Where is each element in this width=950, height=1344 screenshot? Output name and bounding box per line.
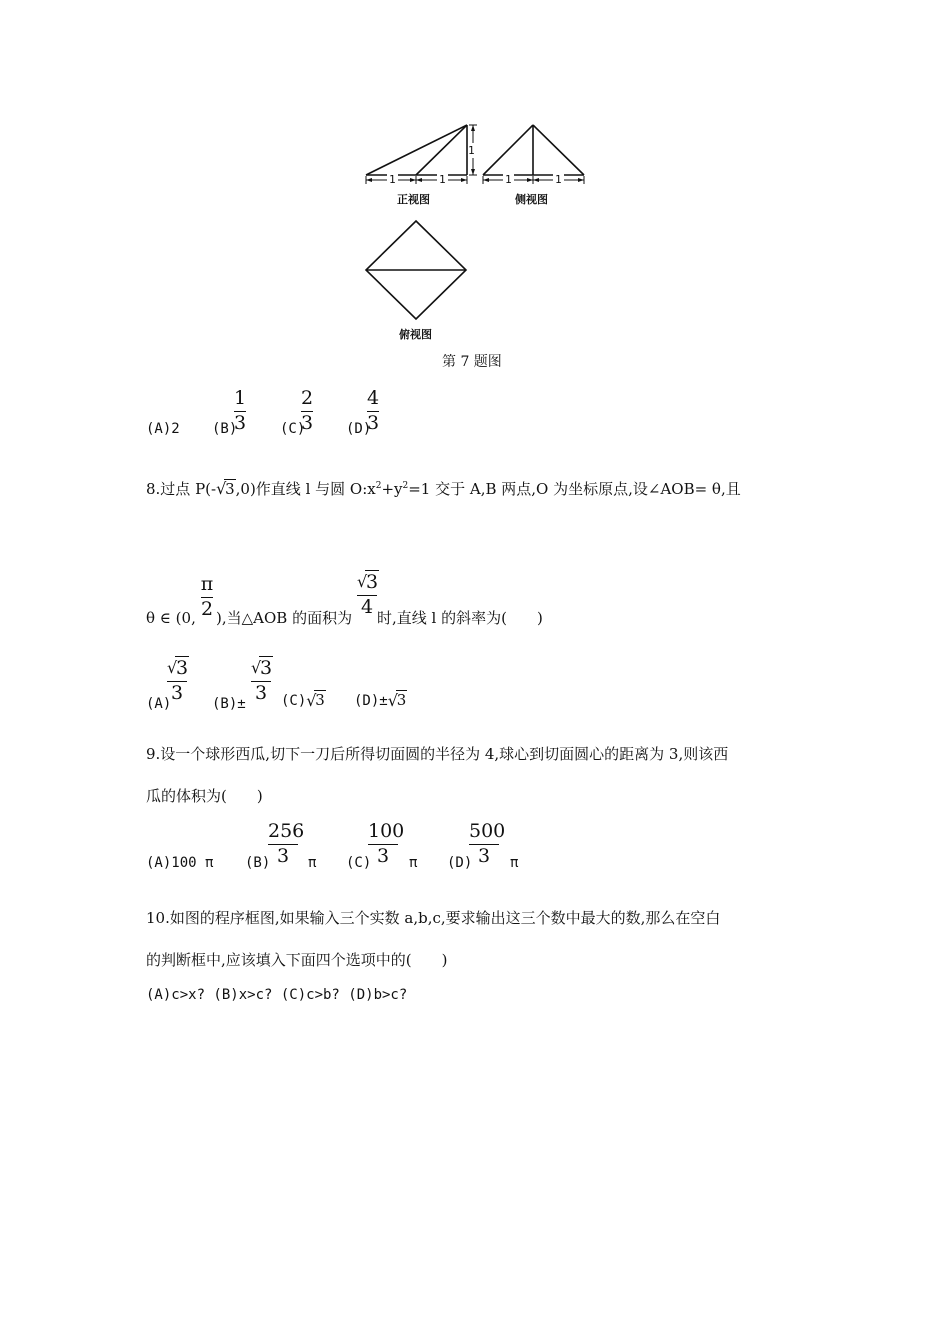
q9-option-d-label: (D) — [447, 855, 473, 871]
dim-label-side-left: 1 — [505, 173, 512, 186]
dim-label-height: 1 — [468, 144, 475, 157]
q10-options: (A)c>x? (B)x>c? (C)c>b? (D)b>c? — [146, 987, 408, 1003]
q7-option-c-fraction: 2 3 — [300, 387, 314, 434]
dim-label-side-right: 1 — [555, 173, 562, 186]
q8-stem-line2-start: θ ∈ (0, — [146, 609, 196, 627]
q9-option-b-pi: π — [308, 855, 317, 871]
q8-option-a-fraction: √ 3 3 — [167, 657, 189, 704]
q7-option-d-label: (D) — [346, 421, 372, 437]
q7-option-b-label: (B) — [212, 421, 238, 437]
q9-option-d-fraction: 500 3 — [469, 820, 506, 867]
q8-option-b-fraction: √ 3 3 — [251, 657, 273, 704]
three-view-figure — [355, 118, 595, 348]
q10-stem-line1: 10.如图的程序框图,如果输入三个实数 a,b,c,要求输出这三个数中最大的数,那么在空白 — [146, 909, 721, 927]
q7-option-b-fraction: 1 3 — [233, 387, 247, 434]
q9-option-d-pi: π — [510, 855, 519, 871]
q8-option-a-label: (A) — [146, 696, 172, 712]
q8-area-fraction: √ 3 4 — [357, 571, 379, 618]
q9-option-a: (A)100 π — [146, 855, 214, 871]
q8-pi-over-2-fraction: π 2 — [200, 573, 214, 620]
q7-option-a: (A)2 — [146, 421, 180, 437]
dim-label-front-right: 1 — [439, 173, 446, 186]
q8-option-c: (C) √ 3 — [281, 691, 325, 710]
dim-label-front-left: 1 — [389, 173, 396, 186]
q8-stem-line1: 8.过点 P(- √ 3,0)作直线 l 与圆 $O:x^2+y^2=1$ 交于 A,B 两点,O 为坐标原点,设∠AOB= θ,且 — [146, 479, 741, 498]
top-view-label: 俯视图 — [399, 328, 432, 341]
q7-option-c-label: (C) — [280, 421, 306, 437]
figure-caption: 第 7 题图 — [442, 354, 502, 370]
q9-option-c-pi: π — [409, 855, 418, 871]
q9-option-c-label: (C) — [346, 855, 372, 871]
q9-option-c-fraction: 100 3 — [368, 820, 405, 867]
q8-option-d: (D)± √ 3 — [354, 691, 407, 710]
q9-stem-line1: 9.设一个球形西瓜,切下一刀后所得切面圆的半径为 4,球心到切面圆心的距离为 3,则该西 — [146, 745, 729, 763]
q9-option-b-fraction: 256 3 — [268, 820, 305, 867]
q9-stem-line2: 瓜的体积为( ) — [146, 787, 263, 805]
q10-stem-line2: 的判断框中,应该填入下面四个选项中的( ) — [146, 951, 448, 969]
q7-option-d-fraction: 4 3 — [366, 387, 380, 434]
side-view-label: 侧视图 — [515, 193, 548, 206]
front-view-label: 正视图 — [397, 193, 430, 206]
q8-stem-line2-end: 时,直线 l 的斜率为( ) — [377, 609, 543, 627]
q9-option-b-label: (B) — [245, 855, 271, 871]
q8-stem-line2-mid: ),当△AOB 的面积为 — [216, 609, 353, 627]
q8-option-b-label: (B)± — [212, 696, 246, 712]
